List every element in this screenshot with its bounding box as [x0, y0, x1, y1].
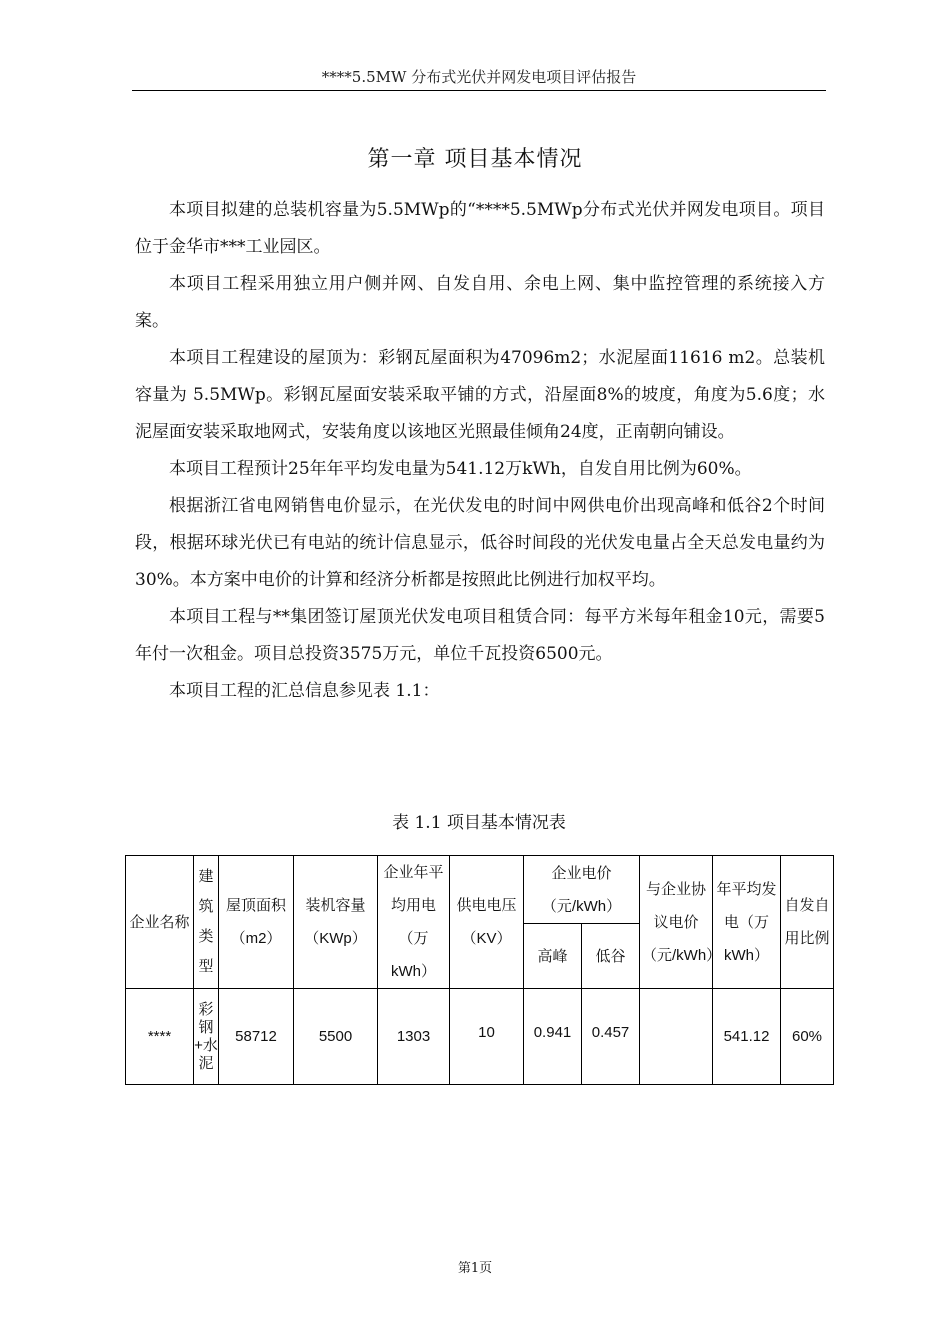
page-number: 第1页 — [457, 1261, 493, 1276]
cell-annual-gen: 541.12 — [713, 989, 781, 1085]
body-text — [135, 192, 825, 710]
cell-building: 彩钢+水泥 — [194, 989, 219, 1085]
paragraph-2: 本项目工程采用独立用户侧并网、自发自用、余电上网、集中监控管理的系统接入方案。 — [135, 274, 825, 331]
cell-company: **** — [126, 989, 194, 1085]
cell-valley: 0.457 — [582, 989, 640, 1085]
paragraph-5: 根据浙江省电网销售电价显示，在光伏发电的时间中网供电价出现高峰和低谷2个时间段，根据环球光伏已有电站的统计信息显示，低谷时间段的光伏发电量占全天总发电量约为30%。本方案中电价的计算和经济分析都是按照此比例进行加权平均。 — [135, 496, 825, 590]
header-annual-use: 企业年平均用电（万kWh） — [378, 856, 450, 989]
cell-self-use: 60% — [781, 989, 834, 1085]
paragraph-3: 本项目工程建设的屋顶为：彩钢瓦屋面积为47096m2；水泥屋面11616 m2。总装机容量为 5.5MWp。彩钢瓦屋面安装采取平铺的方式，沿屋面8%的坡度，角度为5.6度；水泥屋面安装采取地网式，安装角度以该地区光照最佳倾角24度，正南朝向铺设。 — [135, 348, 825, 442]
header-building: 建筑类型 — [194, 856, 219, 989]
paragraph-1: 本项目拟建的总装机容量为5.5MWp的“****5.5MWp分布式光伏并网发电项目。项目位于金华市***工业园区。 — [135, 200, 825, 257]
project-info-table — [125, 855, 834, 1085]
cell-agreed-price — [640, 989, 713, 1085]
cell-capacity: 5500 — [294, 989, 378, 1085]
header-capacity: 装机容量（KWp） — [294, 856, 378, 989]
cell-roof-area: 58712 — [219, 989, 294, 1085]
header-annual-gen: 年平均发电（万kWh） — [713, 856, 781, 989]
header-company: 企业名称 — [126, 856, 194, 989]
page-header: ****5.5MW 分布式光伏并网发电项目评估报告 — [321, 68, 637, 86]
header-price-group: 企业电价（元/kWh） — [524, 856, 640, 924]
chapter-title: 第一章 项目基本情况 — [367, 147, 583, 172]
header-valley: 低谷 — [582, 924, 640, 989]
header-rule — [132, 90, 826, 91]
header-peak: 高峰 — [524, 924, 582, 989]
paragraph-4: 本项目工程预计25年年平均发电量为541.12万kWh，自发自用比例为60%。 — [169, 459, 752, 479]
cell-annual-use: 1303 — [378, 989, 450, 1085]
table-caption: 表 1.1 项目基本情况表 — [392, 813, 566, 833]
cell-peak: 0.941 — [524, 989, 582, 1085]
paragraph-6: 本项目工程与**集团签订屋顶光伏发电项目租赁合同：每平方米每年租金10元，需要5年付一次租金。项目总投资3575万元，单位千瓦投资6500元。 — [135, 607, 825, 664]
header-agreed-price: 与企业协议电价（元/kWh） — [640, 856, 713, 989]
header-roof-area: 屋顶面积（m2） — [219, 856, 294, 989]
cell-voltage: 10 — [450, 989, 524, 1085]
paragraph-7: 本项目工程的汇总信息参见表 1.1： — [169, 681, 440, 701]
header-self-use: 自发自用比例 — [781, 856, 834, 989]
header-voltage: 供电电压（KV） — [450, 856, 524, 989]
